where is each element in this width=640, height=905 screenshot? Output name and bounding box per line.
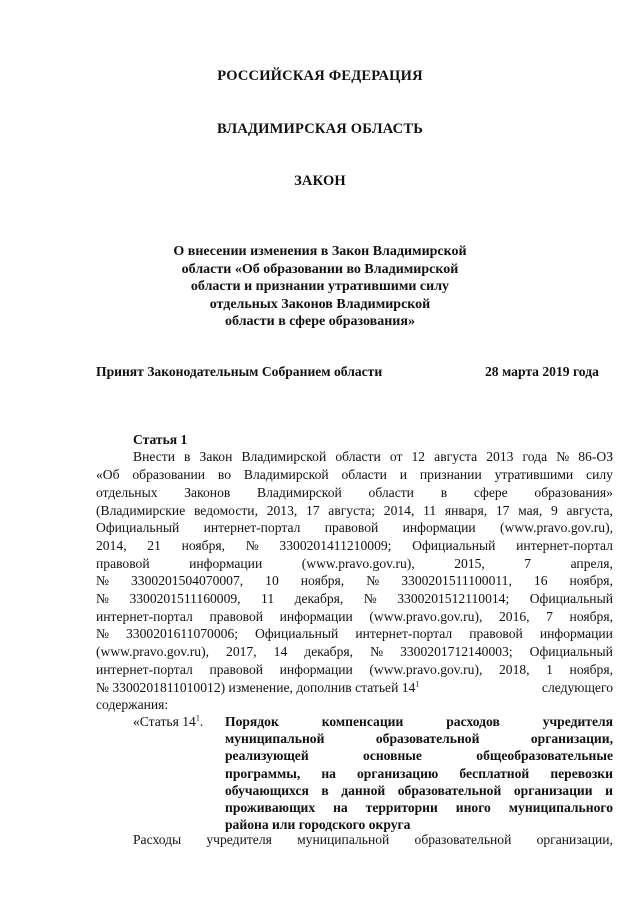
article-text-word: 2017, xyxy=(226,644,257,659)
article-text-word: (Владимирские xyxy=(96,503,186,518)
article-text-word: (www.pravo.gov.ru), xyxy=(369,609,483,624)
article-text-word: августа; xyxy=(328,503,376,518)
article-line xyxy=(96,609,613,627)
article-text-word: № xyxy=(556,449,570,464)
article-text-word: силу xyxy=(586,467,613,482)
article-text-word: информации xyxy=(279,609,353,624)
title-text-word: проживающих xyxy=(225,799,316,815)
article-text-word: в xyxy=(440,485,448,500)
article-line: содержания: xyxy=(96,697,169,712)
article-line xyxy=(96,626,613,644)
article-text-main: № 3300201811010012) изменение, дополнив статьей 14 xyxy=(96,680,416,695)
title-text-word: в xyxy=(321,782,329,798)
title-text-word: общеобразовательные xyxy=(476,748,613,764)
article-text-word: № xyxy=(96,591,109,606)
article-line xyxy=(96,556,613,574)
article-text-word: 3300201511160009, xyxy=(129,591,241,606)
article-line xyxy=(133,449,613,465)
article-text-word: Владимирской xyxy=(243,467,329,482)
article-line xyxy=(96,644,613,662)
article-text-word: ноября, xyxy=(569,609,613,624)
article-text-word: Закон xyxy=(199,449,233,464)
article-text-word: № xyxy=(370,644,384,659)
article-text-word: (www.pravo.gov.ru), xyxy=(301,556,415,571)
article-text-word: Официальный xyxy=(412,538,496,553)
article-line xyxy=(96,538,613,556)
article-text-word: образовательной xyxy=(414,832,512,847)
title-text-word: организации, xyxy=(530,731,613,747)
article-line xyxy=(133,832,613,848)
article-text-word: интернет-портал xyxy=(96,609,193,624)
article-text-word: 12 xyxy=(411,449,426,464)
article-text-word: Официальный xyxy=(529,644,613,659)
article-line xyxy=(96,520,613,538)
article-line xyxy=(96,680,613,698)
article-text-word: Внести xyxy=(133,449,175,464)
title-line xyxy=(225,748,613,765)
article-text-word: 2013, xyxy=(266,503,298,518)
superscript: 1 xyxy=(415,679,420,689)
article-text-word: декабря, xyxy=(294,591,344,606)
article-text-word: во xyxy=(217,467,232,482)
article-text-word: № xyxy=(245,538,259,553)
article-text-word: области xyxy=(335,449,381,464)
article-text-word: интернет-портал xyxy=(355,626,453,641)
new-article-dot: . xyxy=(199,714,204,729)
article-text-word: августа xyxy=(434,449,478,464)
article-text-word: 3300201512110014; xyxy=(397,591,510,606)
subject-line: области «Об образовании во Владимирской xyxy=(181,261,459,277)
article-text-word: Официальный xyxy=(96,520,180,535)
article-text-word: года xyxy=(522,449,548,464)
article-line xyxy=(96,573,613,591)
article-line xyxy=(96,591,613,609)
article-text-word: 3300201411210009; xyxy=(279,538,392,553)
article-text-word: 2018, xyxy=(498,662,530,677)
title-text-word: программы, xyxy=(225,765,301,781)
article-text-word: (www.pravo.gov.ru), xyxy=(96,644,209,659)
title-text-word: компенсации xyxy=(321,714,404,729)
title-text-word: учредителя xyxy=(542,714,613,729)
article-text-word: образовании xyxy=(132,467,206,482)
article-text-word: 3300201712140003; xyxy=(400,644,513,659)
article-text-end: следующего xyxy=(541,680,613,695)
article-title: Статья 1 xyxy=(133,432,188,447)
article-text-word: 2016, xyxy=(498,609,530,624)
header-country: РОССИЙСКАЯ ФЕДЕРАЦИЯ xyxy=(217,68,423,84)
article-text-word: области xyxy=(368,485,414,500)
title-text-word: бесплатной xyxy=(459,765,530,781)
title-text-word: расходов xyxy=(446,714,500,729)
article-text-word: Владимирской xyxy=(241,449,327,464)
article-line xyxy=(96,485,613,503)
article-text-word: 3300201504070007, xyxy=(131,573,244,588)
article-text-word: правовой xyxy=(96,556,150,571)
article-text-word: информации xyxy=(539,626,613,641)
article-line xyxy=(96,503,613,521)
article-text-word: 9 xyxy=(551,503,558,518)
title-line xyxy=(225,800,613,817)
title-text-word: и xyxy=(605,782,613,798)
article-text-word: № xyxy=(363,591,377,606)
header-doc-type: ЗАКОН xyxy=(294,173,346,189)
article-text-word: (www.pravo.gov.ru), xyxy=(500,520,613,535)
article-text-word: апреля, xyxy=(570,556,613,571)
article-text-word: интернет-портал xyxy=(516,538,613,553)
article-text-word: информации xyxy=(189,556,263,571)
subject-line: области в сфере образования» xyxy=(225,314,415,329)
superscript: 1 xyxy=(195,713,200,723)
article-text-word: 17 xyxy=(495,503,510,518)
article-text-word: правовой xyxy=(209,609,264,624)
article-text-word: 7 xyxy=(546,609,553,624)
article-text-word: 3300201511100011, xyxy=(401,573,512,588)
article-line xyxy=(96,662,613,680)
article-text-word: 17 xyxy=(305,503,320,518)
title-text-word: образовательной xyxy=(397,782,502,798)
article-text-word: 14 xyxy=(273,644,288,659)
article-text-word: августа, xyxy=(566,503,613,518)
article-text-word: признании xyxy=(419,467,482,482)
article-text-word: Владимирской xyxy=(257,485,342,500)
article-text-word: информации xyxy=(279,662,353,677)
title-text-word: реализующей xyxy=(225,748,309,764)
adopted-by: Принят Законодательным Собранием области xyxy=(96,364,383,379)
article-text-word: 11 xyxy=(423,503,437,518)
title-line xyxy=(225,766,613,783)
new-article-label: «Статья 14 xyxy=(133,714,196,729)
article-text-word: 1 xyxy=(546,662,553,677)
title-line xyxy=(225,783,613,800)
article-text-word: правовой xyxy=(209,662,264,677)
title-text-word: организации xyxy=(513,782,593,798)
title-text-word: Порядок xyxy=(225,714,279,729)
subject-line: области и признании утратившими силу xyxy=(190,279,450,294)
title-text-word: территории xyxy=(365,799,438,815)
article-text xyxy=(96,680,419,698)
title-text: района или городского округа xyxy=(225,817,411,833)
header-region: ВЛАДИМИРСКАЯ ОБЛАСТЬ xyxy=(217,121,423,137)
title-text-word: данной xyxy=(341,782,386,798)
title-line xyxy=(225,731,613,748)
article-text-word: организации, xyxy=(536,832,613,847)
article-text-word: 3300201611070006; xyxy=(126,626,239,641)
article-text-word: информации xyxy=(402,520,476,535)
article-text-word: образования» xyxy=(534,485,613,500)
article-text-word: 10 xyxy=(265,573,279,588)
article-text-word: в xyxy=(184,449,191,464)
title-text-word: иного xyxy=(455,799,491,815)
article-text-word: 7 xyxy=(524,556,532,571)
article-text-word: 16 xyxy=(533,573,548,588)
article-text-word: (www.pravo.gov.ru), xyxy=(369,662,483,677)
law-subject xyxy=(0,243,640,331)
article-text-word: Расходы xyxy=(133,832,182,847)
title-text-word: основные xyxy=(363,748,422,764)
adoption-date: 28 марта 2019 года xyxy=(485,364,599,379)
title-text-word: на xyxy=(321,765,336,781)
title-text-word: на xyxy=(333,799,348,815)
title-text-word: обучающихся xyxy=(225,782,309,798)
article-text-word: «Об xyxy=(96,467,120,482)
article-text-word: ноября, xyxy=(181,538,226,553)
article-text-word: отдельных xyxy=(96,485,158,500)
article-text-word: № xyxy=(366,573,380,588)
article-text-word: мая, xyxy=(518,503,543,518)
article-text-word: Официальный xyxy=(255,626,339,641)
title-text-word: перевозки xyxy=(550,765,613,781)
article-text-word: 21 xyxy=(147,538,161,553)
article-text-word: Официальный xyxy=(529,591,613,606)
article-text-word: 11 xyxy=(261,591,275,606)
article-text-word: декабря, xyxy=(304,644,354,659)
article-text-word: 86-ОЗ xyxy=(578,449,613,464)
title-line xyxy=(225,714,613,731)
title-text-word: муниципальной xyxy=(225,731,325,747)
article-text-word: муниципальной xyxy=(297,832,390,847)
title-text-word: муниципального xyxy=(508,799,613,815)
article-text-word: Законов xyxy=(184,485,231,500)
article-text-word: интернет-портал xyxy=(203,520,301,535)
article-text-word: ноября, xyxy=(300,573,345,588)
article-text-word: № xyxy=(96,626,109,641)
article-text-word: № xyxy=(96,573,109,588)
article-text-word: 2014, xyxy=(96,538,127,553)
title-text-word: образовательной xyxy=(375,731,480,747)
article-text-word: области xyxy=(341,467,387,482)
article-text-word: ноября, xyxy=(569,573,613,588)
article-text-word: января, xyxy=(444,503,488,518)
article-text-word: 2014, xyxy=(383,503,415,518)
article-text-word: ноября, xyxy=(569,662,613,677)
article-text-word: и xyxy=(399,467,408,482)
article-text-word: сфере xyxy=(473,485,508,500)
article-text-word: утратившими xyxy=(494,467,574,482)
subject-line: О внесении изменения в Закон Владимирской xyxy=(173,244,467,259)
article-text-word: правовой xyxy=(469,626,523,641)
article-line xyxy=(96,467,613,485)
new-article-title xyxy=(225,714,613,834)
article-text-word: от xyxy=(389,449,403,464)
article-text-word: учредителя xyxy=(206,832,272,847)
article-text-word: правовой xyxy=(324,520,379,535)
subject-line: отдельных Законов Владимирской xyxy=(209,296,431,312)
article-text-word: ведомости, xyxy=(193,503,258,518)
title-text-word: организацию xyxy=(357,765,439,781)
article-text-word: интернет-портал xyxy=(96,662,193,677)
new-article-prefix xyxy=(133,714,203,730)
article-text-word: 2015, xyxy=(454,556,485,571)
article-text-word: 2013 xyxy=(486,449,514,464)
